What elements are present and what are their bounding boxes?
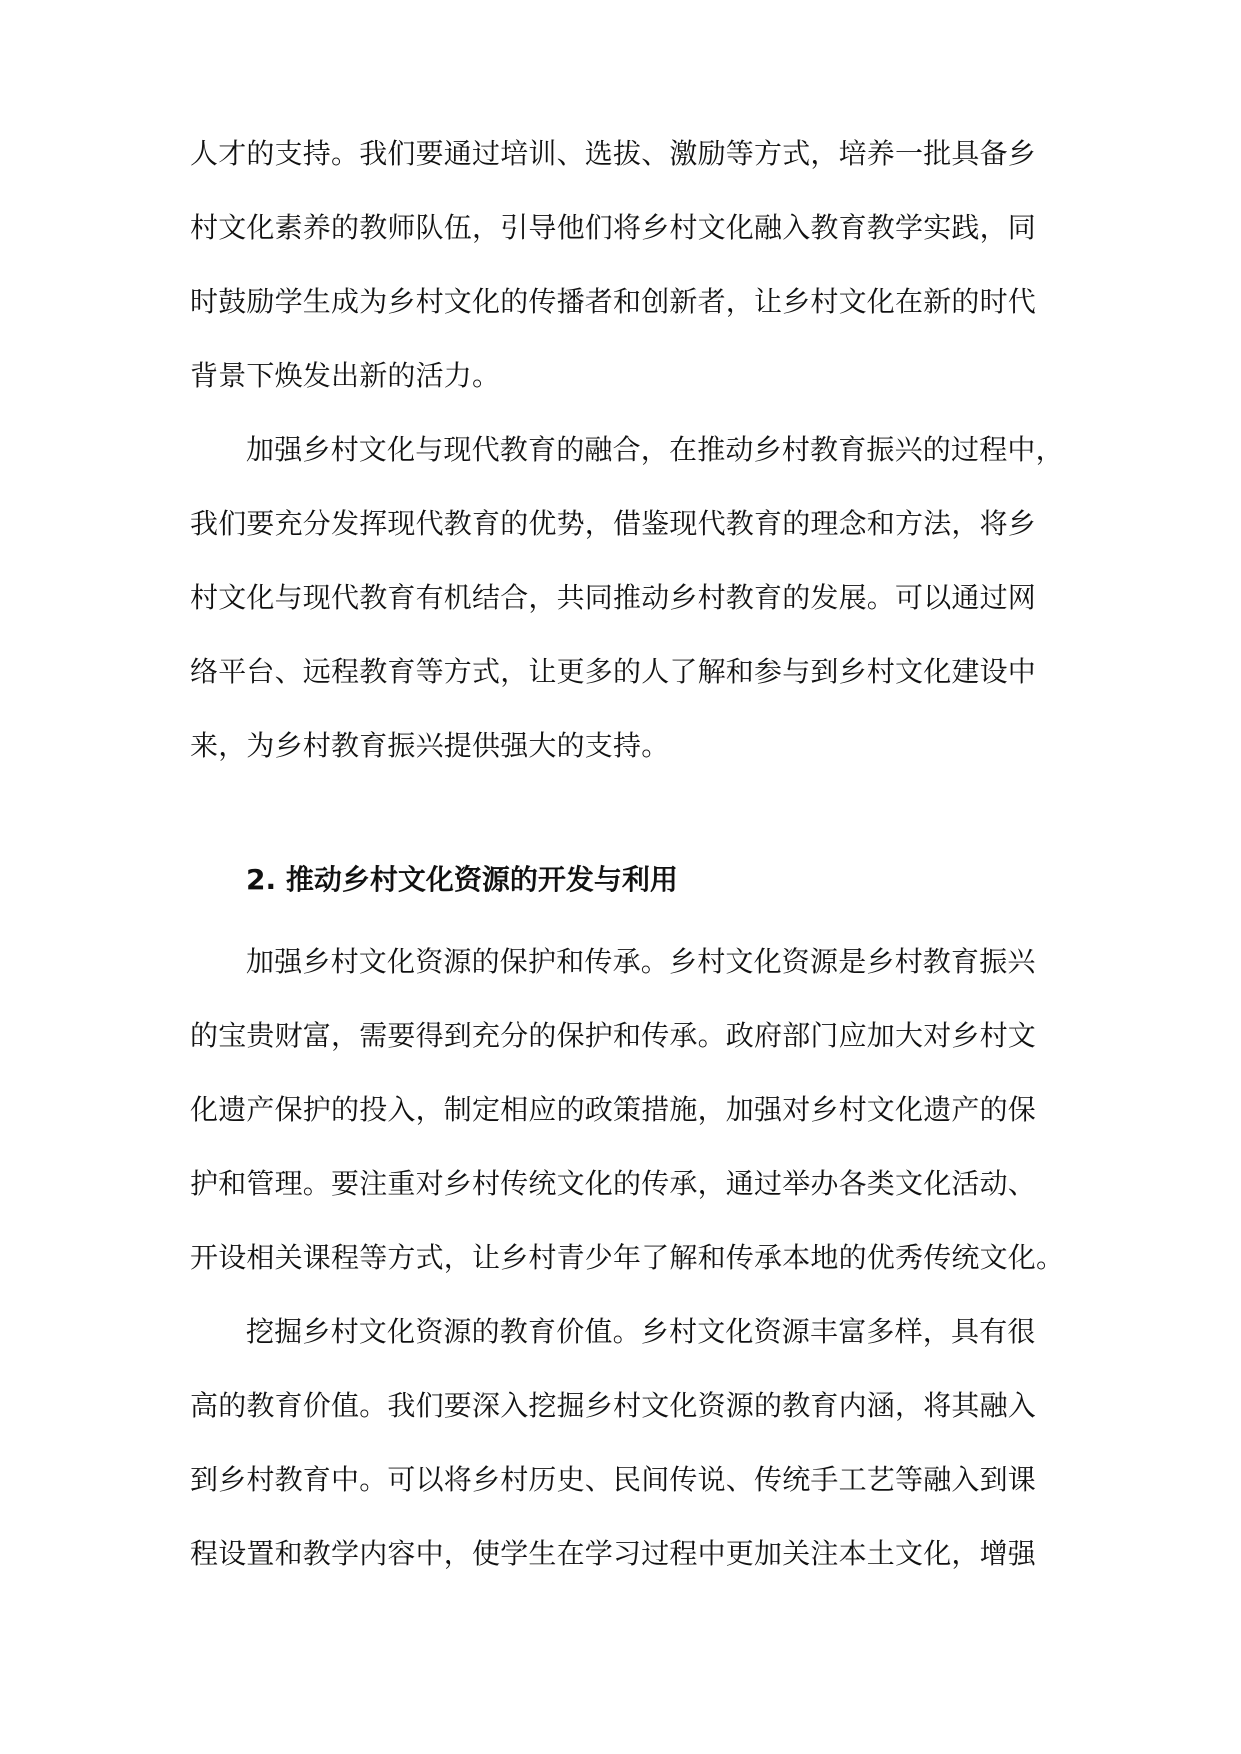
paragraph-1-line-4: 背景下焕发出新的活力。 [190,359,501,392]
section-paragraph-1-line-5: 开设相关课程等方式，让乡村青少年了解和传承本地的优秀传统文化。 [190,1241,1065,1274]
paragraph-1-line-1: 人才的支持。我们要通过培训、选拔、激励等方式，培养一批具备乡 [190,137,1037,170]
paragraph-2-line-5: 来，为乡村教育振兴提供强大的支持。 [190,729,670,762]
section-paragraph-2-line-3: 到乡村教育中。可以将乡村历史、民间传说、传统手工艺等融入到课 [190,1463,1037,1496]
paragraph-1-line-2: 村文化素养的教师队伍，引导他们将乡村文化融入教育教学实践，同 [190,211,1037,244]
section-paragraph-1-line-3: 化遗产保护的投入，制定相应的政策措施，加强对乡村文化遗产的保 [190,1093,1037,1126]
section-paragraph-2-line-1: 挖掘乡村文化资源的教育价值。乡村文化资源丰富多样，具有很 [246,1315,1036,1348]
section-paragraph-1-line-2: 的宝贵财富，需要得到充分的保护和传承。政府部门应加大对乡村文 [190,1019,1037,1052]
paragraph-2-line-4: 络平台、远程教育等方式，让更多的人了解和参与到乡村文化建设中 [190,655,1037,688]
section-paragraph-2-line-2: 高的教育价值。我们要深入挖掘乡村文化资源的教育内涵，将其融入 [190,1389,1037,1422]
paragraph-2-line-2: 我们要充分发挥现代教育的优势，借鉴现代教育的理念和方法，将乡 [190,507,1037,540]
paragraph-1-line-3: 时鼓励学生成为乡村文化的传播者和创新者，让乡村文化在新的时代 [190,285,1037,318]
section-heading: 2. 推动乡村文化资源的开发与利用 [246,863,678,896]
paragraph-2-line-3: 村文化与现代教育有机结合，共同推动乡村教育的发展。可以通过网 [190,581,1037,614]
paragraph-2-line-1: 加强乡村文化与现代教育的融合，在推动乡村教育振兴的过程中， [246,433,1064,466]
section-paragraph-2-line-4: 程设置和教学内容中，使学生在学习过程中更加关注本土文化，增强 [190,1537,1037,1570]
section-paragraph-1-line-1: 加强乡村文化资源的保护和传承。乡村文化资源是乡村教育振兴 [246,945,1036,978]
section-paragraph-1-line-4: 护和管理。要注重对乡村传统文化的传承，通过举办各类文化活动、 [190,1167,1037,1200]
